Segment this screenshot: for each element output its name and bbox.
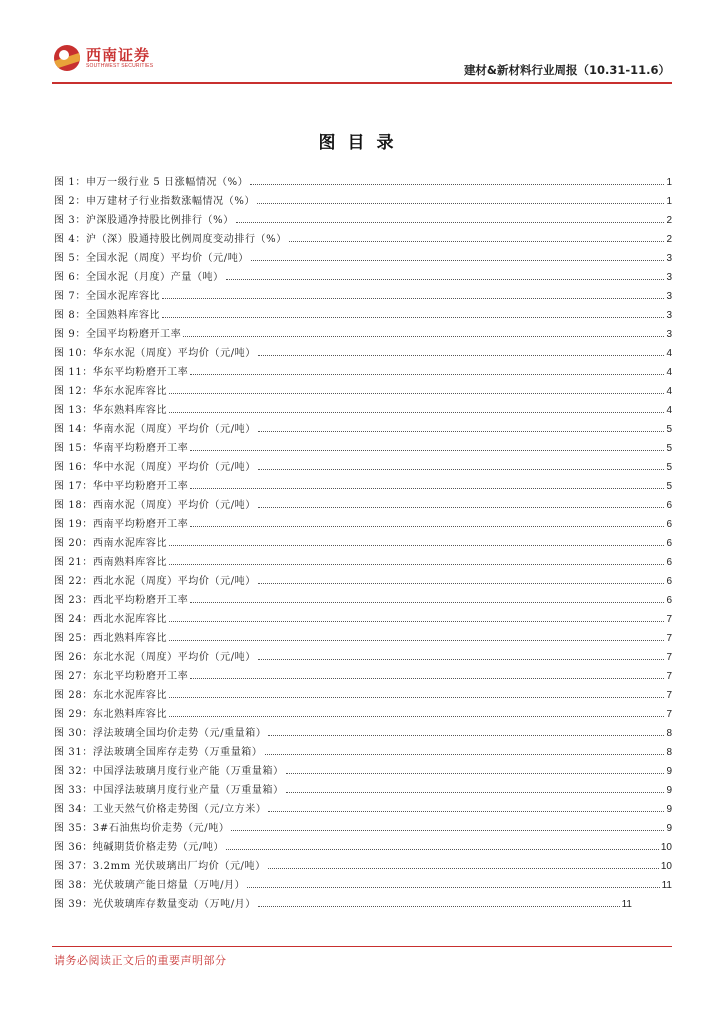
toc-dot-leader: [226, 279, 665, 280]
toc-entry[interactable]: [54, 454, 672, 473]
toc-entry-page: 5: [666, 443, 672, 454]
toc-entry-page: 7: [666, 690, 672, 701]
toc-entry[interactable]: [54, 492, 672, 511]
toc-entry[interactable]: [54, 549, 672, 568]
toc-entry-page: 5: [666, 481, 672, 492]
toc-dot-leader: [231, 830, 664, 831]
toc-entry-page: 5: [666, 462, 672, 473]
toc-entry[interactable]: [54, 758, 672, 777]
toc-entry-page: 9: [666, 804, 672, 815]
toc-entry-label: 图 18：西南水泥（周度）平均价（元/吨）: [54, 500, 256, 511]
toc-dot-leader: [257, 203, 664, 204]
footer-disclaimer: 请务必阅读正文后的重要声明部分: [54, 954, 227, 967]
toc-dot-leader: [162, 317, 664, 318]
toc-entry-page: 1: [666, 177, 672, 188]
toc-dot-leader: [258, 583, 665, 584]
figure-list: [54, 169, 672, 910]
toc-dot-leader: [226, 849, 659, 850]
toc-dot-leader: [258, 469, 665, 470]
toc-dot-leader: [236, 222, 665, 223]
toc-entry-label: 图 11：华东平均粉磨开工率: [54, 367, 189, 378]
toc-entry[interactable]: [54, 739, 672, 758]
toc-entry[interactable]: [54, 283, 672, 302]
toc-entry-label: 图 36：纯碱期货价格走势（元/吨）: [54, 842, 225, 853]
toc-entry[interactable]: [54, 606, 672, 625]
toc-dot-leader: [247, 887, 659, 888]
toc-entry[interactable]: [54, 378, 672, 397]
toc-entry-page: 6: [666, 500, 672, 511]
toc-dot-leader: [169, 412, 664, 413]
toc-entry[interactable]: [54, 891, 632, 910]
toc-entry-page: 7: [666, 633, 672, 644]
toc-entry-label: 图 38：光伏玻璃产能日熔量（万吨/月）: [54, 880, 246, 891]
toc-entry[interactable]: [54, 663, 672, 682]
report-title: 建材&新材料行业周报（10.31-11.6）: [463, 63, 670, 77]
toc-entry-page: 6: [666, 595, 672, 606]
logo-english-name: SOUTHWEST SECURITIES: [86, 62, 154, 69]
toc-dot-leader: [190, 526, 664, 527]
toc-entry[interactable]: [54, 359, 672, 378]
header-divider: [52, 82, 672, 84]
toc-entry[interactable]: [54, 245, 672, 264]
toc-entry-page: 7: [666, 652, 672, 663]
toc-dot-leader: [258, 355, 665, 356]
toc-entry-page: 2: [666, 215, 672, 226]
toc-entry[interactable]: [54, 644, 672, 663]
toc-dot-leader: [169, 716, 664, 717]
toc-dot-leader: [190, 678, 664, 679]
toc-dot-leader: [190, 602, 664, 603]
toc-entry-label: 图 25：西北熟料库容比: [54, 633, 168, 644]
toc-entry-label: 图 17：华中平均粉磨开工率: [54, 481, 189, 492]
toc-entry-page: 1: [666, 196, 672, 207]
toc-entry-page: 3: [666, 253, 672, 264]
toc-entry[interactable]: [54, 853, 672, 872]
toc-entry-page: 7: [666, 709, 672, 720]
toc-entry[interactable]: [54, 264, 672, 283]
toc-entry-label: 图 23：西北平均粉磨开工率: [54, 595, 189, 606]
toc-entry-label: 图 12：华东水泥库容比: [54, 386, 168, 397]
toc-dot-leader: [169, 545, 664, 546]
toc-entry-label: 图 5：全国水泥（周度）平均价（元/吨）: [54, 253, 249, 264]
page-title: 图目录: [318, 133, 406, 153]
toc-dot-leader: [268, 735, 664, 736]
toc-entry-label: 图 14：华南水泥（周度）平均价（元/吨）: [54, 424, 256, 435]
toc-entry-page: 9: [666, 766, 672, 777]
toc-entry[interactable]: [54, 207, 672, 226]
company-logo: [54, 45, 153, 71]
toc-entry-page: 3: [666, 329, 672, 340]
toc-entry-label: 图 32：中国浮法玻璃月度行业产能（万重量箱）: [54, 766, 284, 777]
toc-entry-label: 图 7：全国水泥库容比: [54, 291, 161, 302]
toc-entry[interactable]: [54, 625, 672, 644]
toc-entry-label: 图 26：东北水泥（周度）平均价（元/吨）: [54, 652, 256, 663]
toc-dot-leader: [251, 260, 665, 261]
toc-entry-label: 图 19：西南平均粉磨开工率: [54, 519, 189, 530]
toc-dot-leader: [286, 773, 665, 774]
toc-entry[interactable]: [54, 397, 672, 416]
toc-entry-label: 图 22：西北水泥（周度）平均价（元/吨）: [54, 576, 256, 587]
toc-dot-leader: [190, 488, 664, 489]
toc-entry-page: 9: [666, 785, 672, 796]
toc-entry-label: 图 21：西南熟料库容比: [54, 557, 168, 568]
toc-entry-page: 6: [666, 576, 672, 587]
toc-entry-page: 7: [666, 614, 672, 625]
toc-entry-label: 图 33：中国浮法玻璃月度行业产量（万重量箱）: [54, 785, 284, 796]
toc-entry[interactable]: [54, 530, 672, 549]
toc-entry-label: 图 27：东北平均粉磨开工率: [54, 671, 189, 682]
toc-entry-label: 图 35：3#石油焦均价走势（元/吨）: [54, 823, 230, 834]
toc-entry-label: 图 15：华南平均粉磨开工率: [54, 443, 189, 454]
toc-entry-page: 4: [666, 386, 672, 397]
toc-dot-leader: [268, 811, 664, 812]
toc-entry-page: 10: [660, 861, 672, 872]
toc-entry[interactable]: [54, 511, 672, 530]
toc-entry-page: 3: [666, 310, 672, 321]
toc-entry-label: 图 3：沪深股通净持股比例排行（%）: [54, 215, 234, 226]
toc-entry-label: 图 34：工业天然气价格走势图（元/立方米）: [54, 804, 267, 815]
toc-entry[interactable]: [54, 834, 672, 853]
toc-entry-label: 图 20：西南水泥库容比: [54, 538, 168, 549]
toc-dot-leader: [258, 431, 665, 432]
toc-dot-leader: [286, 792, 665, 793]
logo-chinese-name: 西南证券: [86, 45, 151, 64]
toc-entry[interactable]: [54, 796, 672, 815]
toc-entry-page: 7: [666, 671, 672, 682]
toc-entry-page: 2: [666, 234, 672, 245]
toc-entry-label: 图 31：浮法玻璃全国库存走势（万重量箱）: [54, 747, 263, 758]
toc-entry[interactable]: [54, 169, 672, 188]
toc-entry-page: 10: [660, 842, 672, 853]
toc-dot-leader: [268, 868, 659, 869]
toc-entry-page: 6: [666, 557, 672, 568]
page-header: [0, 0, 724, 84]
toc-dot-leader: [190, 374, 664, 375]
toc-entry-label: 图 13：华东熟料库容比: [54, 405, 168, 416]
toc-entry[interactable]: [54, 226, 672, 245]
toc-dot-leader: [169, 564, 664, 565]
toc-entry[interactable]: [54, 340, 672, 359]
toc-entry-label: 图 37：3.2mm 光伏玻璃出厂均价（元/吨）: [54, 861, 266, 872]
toc-entry-label: 图 4：沪（深）股通持股比例周度变动排行（%）: [54, 234, 287, 245]
toc-dot-leader: [169, 393, 664, 394]
toc-entry[interactable]: [54, 435, 672, 454]
toc-dot-leader: [190, 450, 664, 451]
toc-entry-page: 6: [666, 519, 672, 530]
toc-entry-page: 5: [666, 424, 672, 435]
toc-entry-label: 图 2：申万建材子行业指数涨幅情况（%）: [54, 196, 256, 207]
toc-entry-label: 图 29：东北熟料库容比: [54, 709, 168, 720]
toc-dot-leader: [258, 659, 665, 660]
toc-entry-label: 图 10：华东水泥（周度）平均价（元/吨）: [54, 348, 256, 359]
toc-entry[interactable]: [54, 416, 672, 435]
toc-dot-leader: [265, 754, 665, 755]
toc-entry[interactable]: [54, 188, 672, 207]
toc-entry-page: 4: [666, 367, 672, 378]
toc-entry-page: 4: [666, 405, 672, 416]
toc-entry-label: 图 9：全国平均粉磨开工率: [54, 329, 182, 340]
toc-entry-page: 9: [666, 823, 672, 834]
toc-dot-leader: [183, 336, 664, 337]
toc-entry[interactable]: [54, 473, 672, 492]
toc-dot-leader: [169, 621, 664, 622]
toc-entry-label: 图 6：全国水泥（月度）产量（吨）: [54, 272, 224, 283]
toc-entry[interactable]: [54, 701, 672, 720]
toc-entry-page: 8: [666, 747, 672, 758]
toc-entry-page: 6: [666, 538, 672, 549]
toc-dot-leader: [250, 184, 664, 185]
toc-dot-leader: [169, 697, 664, 698]
toc-entry-label: 图 24：西北水泥库容比: [54, 614, 168, 625]
toc-entry-label: 图 1：申万一级行业 5 日涨幅情况（%）: [54, 177, 249, 188]
toc-entry[interactable]: [54, 321, 672, 340]
toc-entry-page: 4: [666, 348, 672, 359]
logo-icon: [54, 45, 80, 71]
toc-entry-page: 11: [661, 880, 672, 891]
toc-entry[interactable]: [54, 815, 672, 834]
toc-dot-leader: [162, 298, 664, 299]
toc-entry[interactable]: [54, 682, 672, 701]
toc-entry-page: 3: [666, 291, 672, 302]
toc-entry[interactable]: [54, 587, 672, 606]
toc-dot-leader: [289, 241, 665, 242]
toc-entry[interactable]: [54, 872, 672, 891]
toc-entry-label: 图 16：华中水泥（周度）平均价（元/吨）: [54, 462, 256, 473]
toc-entry[interactable]: [54, 568, 672, 587]
toc-entry-page: 8: [666, 728, 672, 739]
toc-entry[interactable]: [54, 720, 672, 739]
toc-entry[interactable]: [54, 302, 672, 321]
toc-entry[interactable]: [54, 777, 672, 796]
toc-entry-label: 图 39：光伏玻璃库存数量变动（万吨/月）: [54, 899, 256, 910]
toc-dot-leader: [258, 507, 665, 508]
toc-dot-leader: [258, 906, 620, 907]
toc-entry-label: 图 28：东北水泥库容比: [54, 690, 168, 701]
toc-dot-leader: [169, 640, 664, 641]
toc-entry-page: 3: [666, 272, 672, 283]
toc-entry-page: 11: [621, 899, 632, 910]
toc-entry-label: 图 8：全国熟料库容比: [54, 310, 161, 321]
toc-entry-label: 图 30：浮法玻璃全国均价走势（元/重量箱）: [54, 728, 267, 739]
footer-divider: [52, 946, 672, 947]
